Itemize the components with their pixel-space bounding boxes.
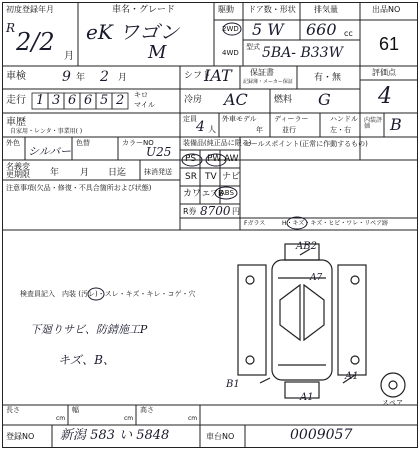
notes-label: 注意事項(欠品・修復・不具合箇所および状態) — [6, 184, 152, 192]
inspection-month-unit: 月 — [118, 73, 128, 83]
spare-label: スペア — [382, 399, 403, 407]
capacity-value: 4 — [196, 119, 205, 135]
door-value: 5 W — [252, 20, 284, 39]
shift-value: IAT — [204, 66, 232, 85]
equipment-sr: SR — [185, 172, 197, 182]
inclusion-label: 抹消発送 — [144, 168, 172, 176]
inspector-label: 検査員記入 — [20, 290, 55, 298]
car-name: eK ワゴン — [86, 20, 180, 44]
inspection-year: 9 — [62, 69, 71, 85]
warranty-label: 保証書 — [250, 68, 274, 77]
dealer-label: ディーラー — [274, 115, 309, 123]
width-unit: cm — [124, 415, 134, 422]
equipment-tv: TV — [205, 172, 217, 182]
mark-ab2: AB2 — [296, 241, 317, 252]
ac-value: AC — [224, 90, 248, 109]
model-value: 5BA- B33W — [262, 45, 343, 61]
recycle-label: R券 — [183, 207, 197, 216]
interior-value: B — [390, 115, 402, 134]
equipment-pw: PW — [207, 154, 222, 164]
score-value: 4 — [378, 84, 392, 109]
inspection-month: 2 — [100, 69, 109, 85]
door-label: ドア数・形状 — [248, 5, 296, 14]
mileage-digit: 6 — [68, 93, 77, 108]
name-change-label: 名義変更期限 — [6, 162, 30, 179]
mileage-digit: 2 — [116, 93, 125, 108]
fuel-value: G — [318, 90, 331, 109]
reg-no-label: 登録NO — [6, 432, 35, 441]
length-unit: cm — [56, 415, 66, 422]
displacement-unit: cc — [344, 29, 353, 38]
car-name-label: 車名・グレード — [112, 5, 176, 15]
height-unit: cm — [188, 415, 198, 422]
recycle-value: 8700 — [200, 204, 231, 218]
note-line-2: キズ、B、 — [58, 353, 115, 367]
ext-model-value: 年 — [256, 126, 263, 134]
interior-label: 内装評価 — [364, 117, 383, 130]
reg-no-value: 新潟 583 い 5848 — [60, 428, 170, 443]
grade: M — [148, 42, 167, 63]
reg-month-unit: 月 — [64, 51, 74, 62]
history-options: 自家用・レンタ・事業用( ) — [10, 128, 83, 135]
shift-label: シフト — [184, 71, 212, 81]
chassis-label: 車台NO — [206, 432, 235, 441]
dealer-value: 並行 — [282, 126, 296, 134]
height-label: 高さ — [140, 406, 154, 414]
displacement-label: 排気量 — [314, 5, 338, 14]
equipment-aw: AW — [224, 154, 239, 164]
warranty-value: 有・無 — [314, 73, 342, 83]
equipment-abs: ABS — [220, 189, 234, 197]
mileage-digit: 5 — [100, 93, 109, 108]
mileage-digit: 6 — [84, 93, 93, 108]
inspector-options: 内装 (汚レ)・スレ・キズ・キレ・コゲ・穴 — [62, 290, 196, 298]
history-label: 車歴 — [6, 117, 26, 128]
first-reg-label: 初度登録年月 — [6, 5, 54, 14]
mark-b1: B1 — [226, 379, 240, 390]
car-diagram — [238, 241, 405, 398]
equipment-ps: PS — [185, 154, 197, 164]
model-label: 型式 — [246, 43, 260, 51]
equipment-airbag: エアB — [202, 189, 224, 198]
lot-no: 61 — [378, 34, 400, 54]
color-int-label: 色替 — [76, 139, 90, 147]
mileage-unit-km: キロ — [134, 91, 148, 99]
mark-a1-bottom: A1 — [300, 392, 314, 403]
chassis-value: 0009057 — [290, 427, 353, 443]
mark-a1-right: A1 — [345, 371, 359, 382]
score-label: 評価点 — [372, 68, 396, 77]
mileage-digit: 3 — [52, 93, 61, 108]
ac-label: 冷房 — [184, 95, 203, 105]
name-change-day: 日迄 — [108, 168, 127, 178]
warranty-sub: 記録簿・メーカー保証 — [243, 79, 293, 85]
mark-a7: A7 — [310, 273, 323, 283]
color-code-value: U25 — [146, 145, 172, 159]
drive-2wd: 2WD — [222, 25, 239, 33]
displacement-value: 660 — [306, 20, 337, 39]
mileage-digit: 1 — [36, 93, 45, 108]
glass-label: Fガラス — [244, 220, 266, 227]
handle-value: 左・右 — [330, 126, 351, 134]
handle-label: ハンドル — [330, 115, 358, 123]
capacity-label: 定員 — [183, 115, 197, 123]
equipment-label: 装備品(純正品に限る) — [183, 139, 252, 147]
color-ext-value: シルバー — [28, 145, 71, 158]
glass-options: H・キズ・キズ・ヒビ・ワレ・リペア跡 — [282, 220, 389, 227]
equipment-navi: ナビ — [222, 172, 241, 182]
color-code-label: カラーNO — [122, 139, 154, 147]
fuel-label: 燃料 — [274, 95, 293, 105]
mileage-unit-mile: マイル — [134, 101, 155, 109]
reg-value: 2/2 — [16, 28, 55, 56]
sales-point-label: セールスポイント(正常に作動するもの) — [244, 140, 368, 148]
drive-4wd: 4WD — [222, 49, 239, 57]
name-change-year: 年 — [50, 168, 60, 178]
note-line-1: 下廻りサビ、防錆施工P — [30, 323, 148, 336]
inspection-year-unit: 年 — [76, 73, 86, 83]
name-change-month: 月 — [80, 168, 90, 178]
length-label: 長さ — [6, 406, 20, 414]
drive-label: 駆動 — [218, 5, 234, 14]
color-ext-label: 外色 — [6, 139, 20, 147]
lot-label: 出品NO — [372, 5, 401, 14]
equipment-kawa: カワ — [183, 189, 202, 199]
recycle-unit: 円 — [232, 207, 240, 216]
width-label: 幅 — [72, 406, 79, 414]
inspection-label: 車検 — [6, 71, 26, 82]
ext-model-label: 外車モデル — [222, 115, 257, 123]
mileage-label: 走行 — [6, 95, 26, 106]
reg-era: R — [6, 21, 16, 35]
capacity-unit: 人 — [208, 125, 216, 134]
